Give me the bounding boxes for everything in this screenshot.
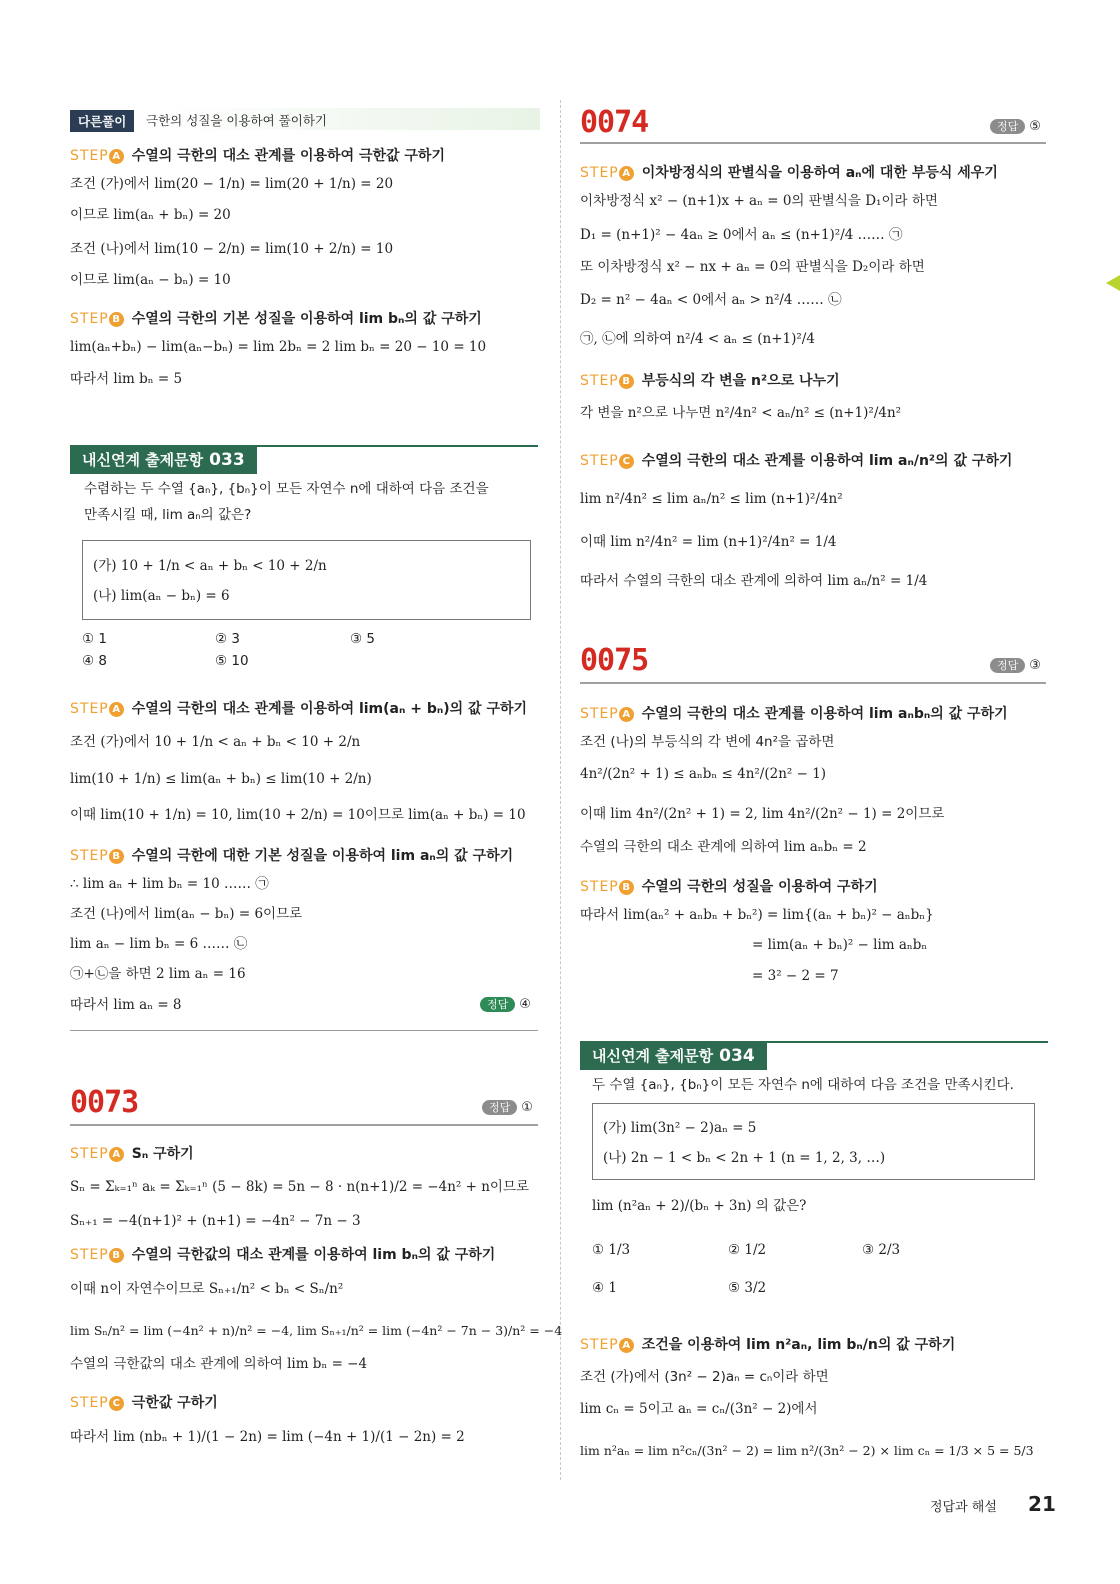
answer-badge: 정답 xyxy=(990,658,1025,673)
conn033-step-b: STEP B 수열의 극한에 대한 기본 성질을 이용하여 lim aₙ의 값 구하기 xyxy=(70,848,514,864)
section-rule xyxy=(70,1030,538,1031)
alt-line: 이므로 lim(aₙ + bₙ) = 20 xyxy=(70,207,231,223)
problem-rule xyxy=(580,142,1046,144)
choice-1[interactable]: ① 1/3 xyxy=(592,1242,631,1258)
solution-line: ∴ lim aₙ + lim bₙ = 10 …… ㉠ xyxy=(70,876,269,892)
solution-line: 조건 (나)에서 lim(aₙ − bₙ) = 6이므로 xyxy=(70,906,303,922)
page-edge-marker xyxy=(1106,275,1120,291)
solution-line: 이때 lim 4n²/(2n² + 1) = 2, lim 4n²/(2n² − 1) = 2이므로 xyxy=(580,806,945,822)
answer-value: ③ xyxy=(1029,658,1041,673)
solution-line: 따라서 lim(aₙ² + aₙbₙ + bₙ²) = lim{(aₙ + bₙ)² − aₙbₙ} xyxy=(580,907,934,923)
solution-line: ㉠, ㉡에 의하여 n²/4 < aₙ ≤ (n+1)²/4 xyxy=(580,331,815,347)
choice-4[interactable]: ④ 1 xyxy=(592,1280,617,1296)
choice-2[interactable]: ② 3 xyxy=(215,631,240,647)
solution-line: 따라서 수열의 극한의 대소 관계에 의하여 lim aₙ/n² = 1/4 xyxy=(580,573,928,589)
answer-badge: 정답 xyxy=(480,997,515,1012)
answer-badge: 정답 xyxy=(990,119,1025,134)
alt-solution-tag: 다른풀이 xyxy=(70,110,134,132)
solution-line: lim n²/4n² ≤ lim aₙ/n² ≤ lim (n+1)²/4n² xyxy=(580,491,843,507)
solution-line: D₁ = (n+1)² − 4aₙ ≥ 0에서 aₙ ≤ (n+1)²/4 …… ㉠ xyxy=(580,227,903,243)
alt-line: 조건 (가)에서 lim(20 − 1/n) = lim(20 + 1/n) = 20 xyxy=(70,176,394,192)
condition-na: (나) 2n − 1 < bₙ < 2n + 1 (n = 1, 2, 3, …) xyxy=(603,1150,886,1166)
solution-line: lim aₙ − lim bₙ = 6 …… ㉡ xyxy=(70,936,248,952)
p0075-step-a: STEP A 수열의 극한의 대소 관계를 이용하여 lim aₙbₙ의 값 구하기 xyxy=(580,706,1008,722)
alt-step-a: STEP A 수열의 극한의 대소 관계를 이용하여 극한값 구하기 xyxy=(70,148,445,164)
connection-rule xyxy=(70,445,538,447)
solution-line: 이차방정식 x² − (n+1)x + aₙ = 0의 판별식을 D₁이라 하면 xyxy=(580,193,938,209)
choice-5[interactable]: ⑤ 10 xyxy=(215,653,249,669)
column-divider xyxy=(560,100,561,1480)
page-number: 21 xyxy=(1028,1492,1056,1516)
condition-box xyxy=(82,540,531,620)
solution-line: lim(10 + 1/n) ≤ lim(aₙ + bₙ) ≤ lim(10 + 2/n) xyxy=(70,771,372,787)
solution-line: 이때 lim(10 + 1/n) = 10, lim(10 + 2/n) = 10이므로 lim(aₙ + bₙ) = 10 xyxy=(70,807,526,823)
answer-value: ① xyxy=(521,1100,533,1115)
solution-line: Sₙ = Σₖ₌₁ⁿ aₖ = Σₖ₌₁ⁿ (5 − 8k) = 5n − 8 · n(n+1)/2 = −4n² + n이므로 xyxy=(70,1179,530,1195)
p0075-step-b: STEP B 수열의 극한의 성질을 이용하여 구하기 xyxy=(580,879,878,895)
problem-rule xyxy=(70,1124,538,1126)
solution-line: 수열의 극한의 대소 관계에 의하여 lim aₙbₙ = 2 xyxy=(580,839,867,855)
solution-line: 또 이차방정식 x² − nx + aₙ = 0의 판별식을 D₂이라 하면 xyxy=(580,259,925,275)
p0074-step-c: STEP C 수열의 극한의 대소 관계를 이용하여 lim aₙ/n²의 값 구하기 xyxy=(580,453,1013,469)
answer-value: ⑤ xyxy=(1029,119,1041,134)
problem-number-0073: 0073 xyxy=(70,1085,139,1120)
choice-3[interactable]: ③ 5 xyxy=(350,631,375,647)
connection-problem-header-034: 내신연계 출제문항 034 xyxy=(580,1041,767,1070)
solution-line: lim n²aₙ = lim n²cₙ/(3n² − 2) = lim n²/(3n² − 2) × lim cₙ = 1/3 × 5 = 5/3 xyxy=(580,1443,1034,1458)
answer-0074 xyxy=(990,115,1041,134)
alt-step-b: STEP B 수열의 극한의 기본 성질을 이용하여 lim bₙ의 값 구하기 xyxy=(70,311,482,327)
condition-box xyxy=(592,1103,1035,1180)
answer-0073 xyxy=(482,1096,533,1115)
solution-line: 따라서 lim aₙ = 8 xyxy=(70,997,182,1013)
solution-line: = 3² − 2 = 7 xyxy=(752,968,839,984)
alt-solution-title: 극한의 성질을 이용하여 풀이하기 xyxy=(146,113,327,128)
footer-label: 정답과 해설 xyxy=(930,1500,997,1515)
choice-3[interactable]: ③ 2/3 xyxy=(862,1242,901,1258)
solution-line: D₂ = n² − 4aₙ < 0에서 aₙ > n²/4 …… ㉡ xyxy=(580,292,842,308)
alt-line: 조건 (나)에서 lim(10 − 2/n) = lim(10 + 2/n) = 10 xyxy=(70,241,394,257)
solution-line: 4n²/(2n² + 1) ≤ aₙbₙ ≤ 4n²/(2n² − 1) xyxy=(580,766,827,782)
solution-line: 이때 lim n²/4n² = lim (n+1)²/4n² = 1/4 xyxy=(580,534,837,550)
conn034-step-a: STEP A 조건을 이용하여 lim n²aₙ, lim bₙ/n의 값 구하기 xyxy=(580,1337,956,1353)
solution-line: 각 변을 n²으로 나누면 n²/4n² < aₙ/n² ≤ (n+1)²/4n² xyxy=(580,405,902,421)
choice-1[interactable]: ① 1 xyxy=(82,631,107,647)
problem-number-0075: 0075 xyxy=(580,643,649,678)
p0073-step-a: STEP A Sₙ 구하기 xyxy=(70,1146,194,1162)
choice-2[interactable]: ② 1/2 xyxy=(728,1242,767,1258)
conn033-step-a: STEP A 수열의 극한의 대소 관계를 이용하여 lim(aₙ + bₙ)의 값 구하기 xyxy=(70,701,528,717)
connection-problem-header-033: 내신연계 출제문항 033 xyxy=(70,445,257,474)
choice-5[interactable]: ⑤ 3/2 xyxy=(728,1280,767,1296)
solution-line: Sₙ₊₁ = −4(n+1)² + (n+1) = −4n² − 7n − 3 xyxy=(70,1213,361,1229)
answer-badge: 정답 xyxy=(482,1100,517,1115)
p0074-step-b: STEP B 부등식의 각 변을 n²으로 나누기 xyxy=(580,373,840,389)
solution-line: ㉠+㉡을 하면 2 lim aₙ = 16 xyxy=(70,966,246,982)
p0073-step-b: STEP B 수열의 극한값의 대소 관계를 이용하여 lim bₙ의 값 구하기 xyxy=(70,1247,496,1263)
problem-number-0074: 0074 xyxy=(580,105,649,140)
question-text: 두 수열 {aₙ}, {bₙ}이 모든 자연수 n에 대하여 다음 조건을 만족시킨다. xyxy=(592,1077,1014,1093)
alt-solution-header xyxy=(70,108,540,132)
solution-line: 조건 (나)의 부등식의 각 변에 4n²을 곱하면 xyxy=(580,734,835,750)
answer-033 xyxy=(480,993,531,1012)
condition-ga: (가) 10 + 1/n < aₙ + bₙ < 10 + 2/n xyxy=(93,558,327,574)
question-ask: lim (n²aₙ + 2)/(bₙ + 3n) 의 값은? xyxy=(592,1198,807,1214)
alt-line: 따라서 lim bₙ = 5 xyxy=(70,371,183,387)
alt-line: 이므로 lim(aₙ − bₙ) = 10 xyxy=(70,272,231,288)
problem-rule xyxy=(580,682,1046,684)
p0074-step-a: STEP A 이차방정식의 판별식을 이용하여 aₙ에 대한 부등식 세우기 xyxy=(580,165,998,181)
choice-4[interactable]: ④ 8 xyxy=(82,653,107,669)
solution-line: lim Sₙ/n² = lim (−4n² + n)/n² = −4, lim Sₙ₊₁/n² = lim (−4n² − 7n − 3)/n² = −4 xyxy=(70,1323,563,1338)
p0073-step-c: STEP C 극한값 구하기 xyxy=(70,1395,218,1411)
solution-line: 수열의 극한값의 대소 관계에 의하여 lim bₙ = −4 xyxy=(70,1356,368,1372)
condition-ga: (가) lim(3n² − 2)aₙ = 5 xyxy=(603,1120,757,1136)
question-text: 수렴하는 두 수열 {aₙ}, {bₙ}이 모든 자연수 n에 대하여 다음 조건을 xyxy=(84,481,489,497)
solution-line: = lim(aₙ + bₙ)² − lim aₙbₙ xyxy=(752,937,928,953)
solution-line: lim cₙ = 5이고 aₙ = cₙ/(3n² − 2)에서 xyxy=(580,1401,818,1417)
answer-0075 xyxy=(990,654,1041,673)
question-text: 만족시킬 때, lim aₙ의 값은? xyxy=(84,507,252,523)
alt-line: lim(aₙ+bₙ) − lim(aₙ−bₙ) = lim 2bₙ = 2 lim bₙ = 20 − 10 = 10 xyxy=(70,339,487,355)
condition-na: (나) lim(aₙ − bₙ) = 6 xyxy=(93,588,230,604)
solution-line: 이때 n이 자연수이므로 Sₙ₊₁/n² < bₙ < Sₙ/n² xyxy=(70,1281,344,1297)
page-footer xyxy=(930,1492,1056,1516)
solution-line: 조건 (가)에서 (3n² − 2)aₙ = cₙ이라 하면 xyxy=(580,1369,829,1385)
solution-line: 따라서 lim (nbₙ + 1)/(1 − 2n) = lim (−4n + 1)/(1 − 2n) = 2 xyxy=(70,1429,465,1445)
solution-line: 조건 (가)에서 10 + 1/n < aₙ + bₙ < 10 + 2/n xyxy=(70,734,361,750)
answer-value: ④ xyxy=(519,997,531,1012)
connection-rule xyxy=(580,1041,1048,1043)
